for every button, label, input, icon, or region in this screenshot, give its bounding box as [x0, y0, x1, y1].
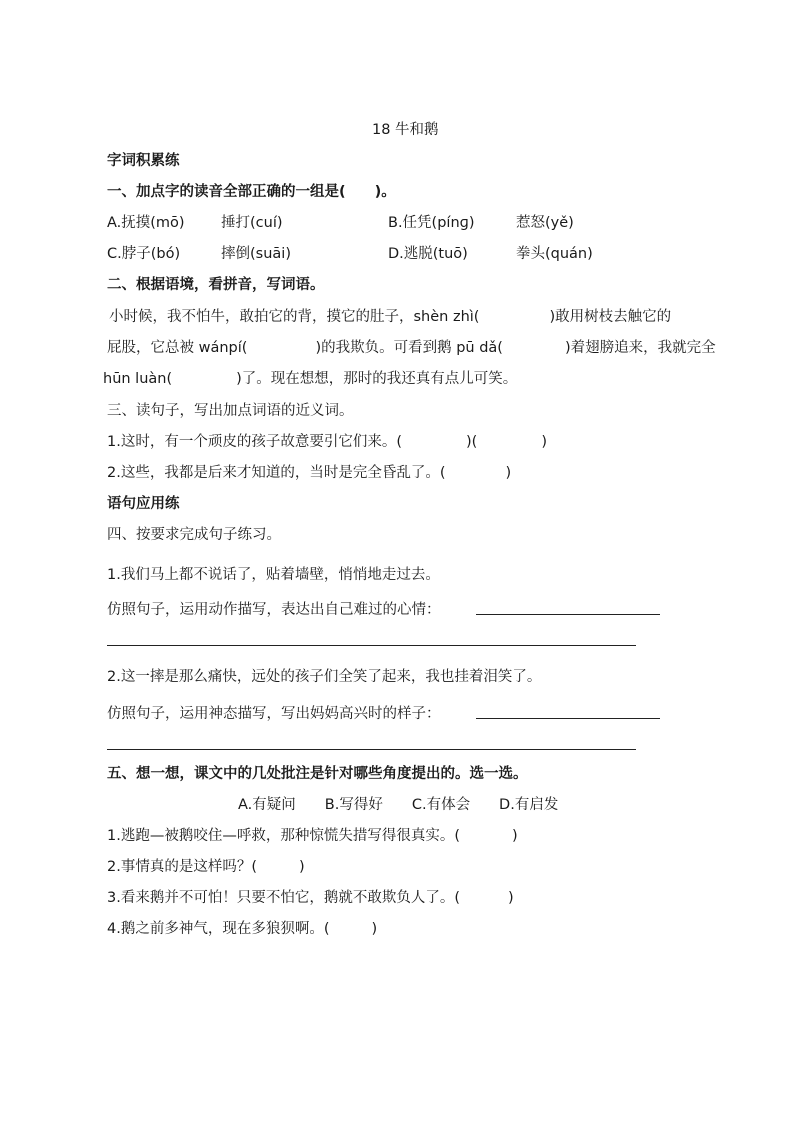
answer-line-q4-1b[interactable] [107, 645, 636, 646]
option-b-word2: 惹怒(yě) [516, 215, 574, 231]
question-3-stem: 三、读句子，写出加点词语的近义词。 [107, 403, 354, 419]
section-heading-sentences: 语句应用练 [107, 496, 180, 512]
q5-item-4-text: 4.鹅之前多神气，现在多狼狈啊。( [107, 921, 330, 937]
q3-item-1 [107, 432, 547, 452]
option-a: A.抚摸(mō) [107, 215, 185, 231]
q4-sentence-1: 1.我们马上都不说话了，贴着墙壁，悄悄地走过去。 [107, 567, 440, 583]
q5-item-1-text: 1.逃跑—被鹅咬住—呼救，那种惊慌失措写得很真实。( [107, 828, 460, 844]
q5-item-3-text: 3.看来鹅并不可怕！只要不怕它，鹅就不敢欺负人了。( [107, 890, 460, 906]
q5-item-4-end: ) [371, 921, 378, 937]
q3-item-1-end: ) [541, 434, 547, 450]
q4-task-1: 仿照句子，运用动作描写，表达出自己难过的心情： [107, 602, 441, 618]
option-c-word2: 摔倒(suāi) [221, 246, 291, 262]
option-a-word2: 捶打(cuí) [221, 215, 283, 231]
q2-line-1-text-b: )敢用树枝去触它的 [549, 309, 672, 325]
q5-options: A.有疑问 B.写得好 C.有体会 D.有启发 [238, 797, 559, 813]
q3-item-1-text: 1.这时，有一个顽皮的孩子故意要引它们来。( [107, 434, 402, 450]
question-2-stem: 二、根据语境，看拼音，写词语。 [107, 277, 325, 293]
q5-item-1 [107, 826, 518, 846]
q4-task-2: 仿照句子，运用神态描写，写出妈妈高兴时的样子： [107, 706, 441, 722]
page-title: 18 牛和鹅 [372, 122, 439, 138]
question-1-stem: 一、加点字的读音全部正确的一组是( )。 [107, 184, 396, 200]
q2-line-2-text-a: 屁股，它总被 wánpí( [107, 340, 248, 356]
q5-item-4 [107, 919, 377, 939]
option-b: B.任凭(pínɡ) [388, 215, 475, 231]
q3-item-1-mid: )( [466, 434, 478, 450]
q5-item-1-end: ) [512, 828, 518, 844]
q5-item-3 [107, 888, 514, 908]
q2-line-3 [103, 369, 517, 389]
q2-line-1-text-a: 小时候，我不怕牛，敢拍它的背，摸它的肚子，shèn zhì( [109, 309, 480, 325]
q2-line-2 [107, 338, 716, 358]
q3-item-2-end: ) [505, 465, 512, 481]
q3-item-2 [107, 463, 511, 483]
q2-line-2-text-c: )着翅膀追来，我就完全 [564, 340, 716, 356]
q3-item-2-text: 2.这些，我都是后来才知道的，当时是完全昏乱了。( [107, 465, 446, 481]
q2-line-3-text-a: hūn luàn( [103, 371, 173, 387]
question-5-stem: 五、想一想，课文中的几处批注是针对哪些角度提出的。选一选。 [107, 766, 528, 782]
option-d: D.逃脱(tuō) [388, 246, 468, 262]
section-heading-vocabulary: 字词积累练 [107, 153, 180, 169]
question-4-stem: 四、按要求完成句子练习。 [107, 527, 281, 543]
option-c: C.脖子(bó) [107, 246, 181, 262]
q5-item-2-end: ) [299, 859, 305, 875]
answer-line-q4-1a[interactable] [476, 614, 660, 615]
q2-line-1 [107, 307, 671, 327]
answer-line-q4-2a[interactable] [476, 718, 660, 719]
answer-line-q4-2b[interactable] [107, 749, 636, 750]
q2-line-2-text-b: )的我欺负。可看到鹅 pū dǎ( [315, 340, 503, 356]
q5-item-2-text: 2.事情真的是这样吗？( [107, 859, 257, 875]
option-d-word2: 拳头(quán) [516, 246, 593, 262]
q4-sentence-2: 2.这一摔是那么痛快，远处的孩子们全笑了起来，我也挂着泪笑了。 [107, 669, 542, 685]
q5-item-2 [107, 857, 305, 877]
q5-item-3-end: ) [508, 890, 514, 906]
q2-line-3-text-b: )了。现在想想，那时的我还真有点儿可笑。 [236, 371, 518, 387]
